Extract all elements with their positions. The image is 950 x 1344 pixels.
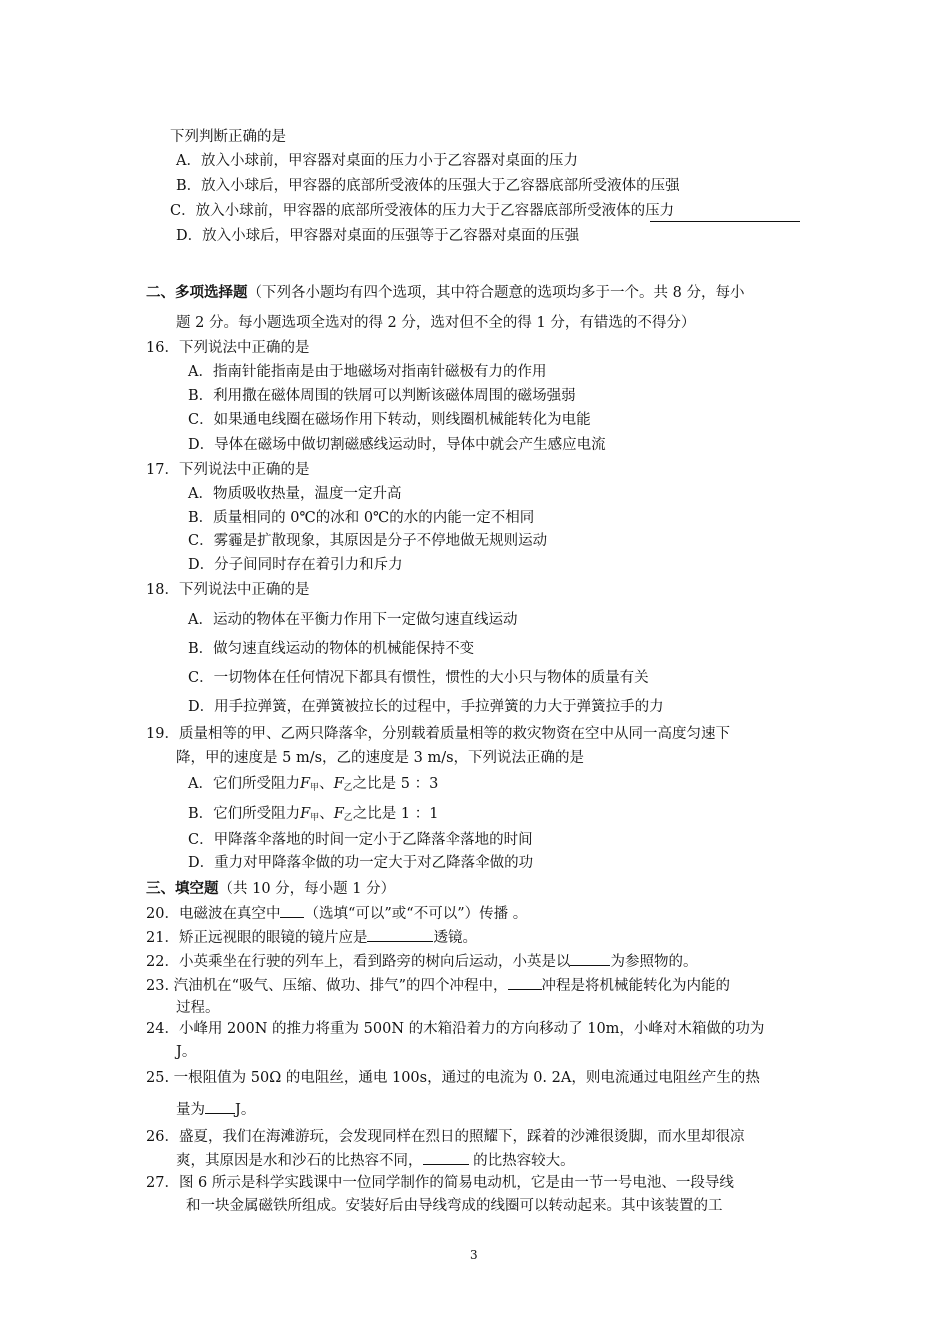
q19-option-d: D．重力对甲降落伞做的功一定大于对乙降落伞做的功 — [188, 855, 534, 871]
subscript-jia: 甲 — [310, 813, 320, 823]
q17-option-c: C．雾霾是扩散现象，其原因是分子不停地做无规则运动 — [188, 533, 548, 549]
q18-stem: 18．下列说法中正确的是 — [146, 582, 310, 598]
page-number: 3 — [470, 1248, 478, 1262]
q22-prefix: 22．小英乘坐在行驶的列车上，看到路旁的树向后运动，小英是以 — [146, 954, 571, 970]
q17-stem: 17．下列说法中正确的是 — [146, 462, 310, 478]
q18-option-d: D．用手拉弹簧，在弹簧被拉长的过程中，手拉弹簧的力大于弹簧拉手的力 — [188, 699, 664, 715]
q19-b-suffix: 之比是 1 ：1 — [352, 806, 439, 822]
force-symbol: F — [333, 776, 344, 792]
q19-stem-1: 19．质量相等的甲、乙两只降落伞，分别载着质量相等的救灾物资在空中从同一高度匀速下 — [146, 726, 730, 742]
q22 — [146, 951, 697, 972]
answer-blank[interactable] — [508, 975, 542, 990]
q19-stem-2: 降，甲的速度是 5 m/s，乙的速度是 3 m/s，下列说法正确的是 — [176, 750, 585, 766]
answer-blank[interactable] — [570, 951, 610, 966]
section3-desc: （共 10 分，每小题 1 分） — [218, 881, 396, 897]
q21-suffix: 透镜。 — [433, 930, 477, 946]
q16-stem: 16．下列说法中正确的是 — [146, 340, 310, 356]
separator: 、 — [319, 806, 334, 822]
q22-suffix: 为参照物的。 — [610, 954, 698, 970]
q20 — [146, 903, 527, 924]
q19-a-prefix: A．它们所受阻力 — [188, 776, 300, 792]
q25-line-2 — [176, 1099, 255, 1120]
q19-a-suffix: 之比是 5 ：3 — [352, 776, 439, 792]
force-symbol: F — [333, 806, 344, 822]
q15-option-d: D．放入小球后，甲容器对桌面的压强等于乙容器对桌面的压强 — [176, 228, 580, 244]
subscript-yi: 乙 — [343, 813, 353, 823]
section2-desc-1: （下列各小题均有四个选项，其中符合题意的选项均多于一个。共 8 分，每小 — [247, 285, 745, 301]
q17-option-a: A．物质吸收热量，温度一定升高 — [188, 486, 402, 502]
q20-suffix: （选填“可以”或“不可以”）传播 。 — [304, 906, 528, 922]
q16-option-b: B．利用撒在磁体周围的铁屑可以判断该磁体周围的磁场强弱 — [188, 388, 576, 404]
q17-option-b: B．质量相同的 0℃的冰和 0℃的水的内能一定不相同 — [188, 510, 535, 526]
q26-suffix: 的比热容较大。 — [468, 1153, 575, 1169]
q21 — [146, 927, 477, 948]
answer-blank[interactable] — [423, 1150, 469, 1165]
q17-option-d: D．分子间同时存在着引力和斥力 — [188, 557, 403, 573]
force-symbol: F — [300, 806, 311, 822]
q20-prefix: 20．电磁波在真空中 — [146, 906, 281, 922]
q19-b-prefix: B．它们所受阻力 — [188, 806, 301, 822]
q23 — [146, 975, 730, 996]
q27-line-1: 27．图 6 所示是科学实践课中一位同学制作的简易电动机，它是由一节一号电池、一段导线 — [146, 1175, 734, 1191]
q27-line-2: 和一块金属磁铁所组成。安装好后由导线弯成的线圈可以转动起来。其中该装置的工 — [186, 1198, 723, 1214]
q18-option-b: B．做匀速直线运动的物体的机械能保持不变 — [188, 641, 475, 657]
q16-option-d: D．导体在磁场中做切割磁感线运动时，导体中就会产生感应电流 — [188, 437, 606, 453]
q15-option-c: C．放入小球前，甲容器的底部所受液体的压力大于乙容器底部所受液体的压力 — [170, 203, 675, 219]
q23-prefix: 23. 汽油机在“吸气、压缩、做功、排气”的四个冲程中， — [146, 978, 508, 994]
answer-blank[interactable] — [367, 927, 433, 942]
section2-heading — [146, 283, 744, 303]
q24-line-2: J。 — [176, 1044, 197, 1060]
subscript-yi: 乙 — [343, 783, 353, 793]
q25-suffix: J。 — [235, 1102, 256, 1118]
q15-stem-tail: 下列判断正确的是 — [170, 129, 286, 145]
q16-option-a: A．指南针能指南是由于地磁场对指南针磁极有力的作用 — [188, 364, 547, 380]
section3-heading — [146, 879, 395, 899]
q18-option-c: C．一切物体在任何情况下都具有惯性，惯性的大小只与物体的质量有关 — [188, 670, 649, 686]
section3-title: 三、填空题 — [146, 880, 219, 897]
q25-line-1: 25. 一根阻值为 50Ω 的电阻丝，通电 100s，通过的电流为 0. 2A，则电流通过电阻丝产生的热 — [146, 1070, 760, 1086]
q16-option-c: C．如果通电线圈在磁场作用下转动，则线圈机械能转化为电能 — [188, 412, 591, 428]
q26-prefix: 爽，其原因是水和沙石的比热容不同， — [176, 1153, 423, 1169]
section2-title: 二、多项选择题 — [146, 284, 248, 301]
force-symbol: F — [299, 776, 311, 792]
q25-prefix: 量为 — [176, 1102, 205, 1118]
q21-prefix: 21．矫正远视眼的眼镜的镜片应是 — [146, 930, 368, 946]
answer-blank[interactable] — [280, 903, 304, 918]
q19-option-b — [188, 804, 438, 826]
q15-option-b: B．放入小球后，甲容器的底部所受液体的压强大于乙容器底部所受液体的压强 — [176, 178, 680, 194]
q18-option-a: A．运动的物体在平衡力作用下一定做匀速直线运动 — [188, 612, 518, 628]
q26-line-2 — [176, 1150, 575, 1171]
subscript-jia: 甲 — [310, 783, 320, 793]
q23-suffix: 冲程是将机械能转化为内能的 — [541, 978, 730, 994]
q15-underline — [650, 221, 800, 222]
q19-option-c: C．甲降落伞落地的时间一定小于乙降落伞落地的时间 — [188, 832, 533, 848]
q15-option-a: A．放入小球前，甲容器对桌面的压力小于乙容器对桌面的压力 — [176, 153, 578, 169]
q26-line-1: 26．盛夏，我们在海滩游玩，会发现同样在烈日的照耀下，踩着的沙滩很烫脚，而水里却很凉 — [146, 1129, 745, 1145]
answer-blank[interactable] — [205, 1099, 235, 1114]
q24-line-1: 24．小峰用 200N 的推力将重为 500N 的木箱沿着力的方向移动了 10m，小峰对木箱做的功为 — [146, 1021, 765, 1037]
q19-option-a — [188, 774, 438, 796]
q23-line-2: 过程。 — [176, 1000, 220, 1016]
section2-desc-2: 题 2 分。每小题选项全选对的得 2 分，选对但不全的得 1 分，有错选的不得分） — [176, 315, 696, 331]
separator: 、 — [319, 776, 334, 792]
